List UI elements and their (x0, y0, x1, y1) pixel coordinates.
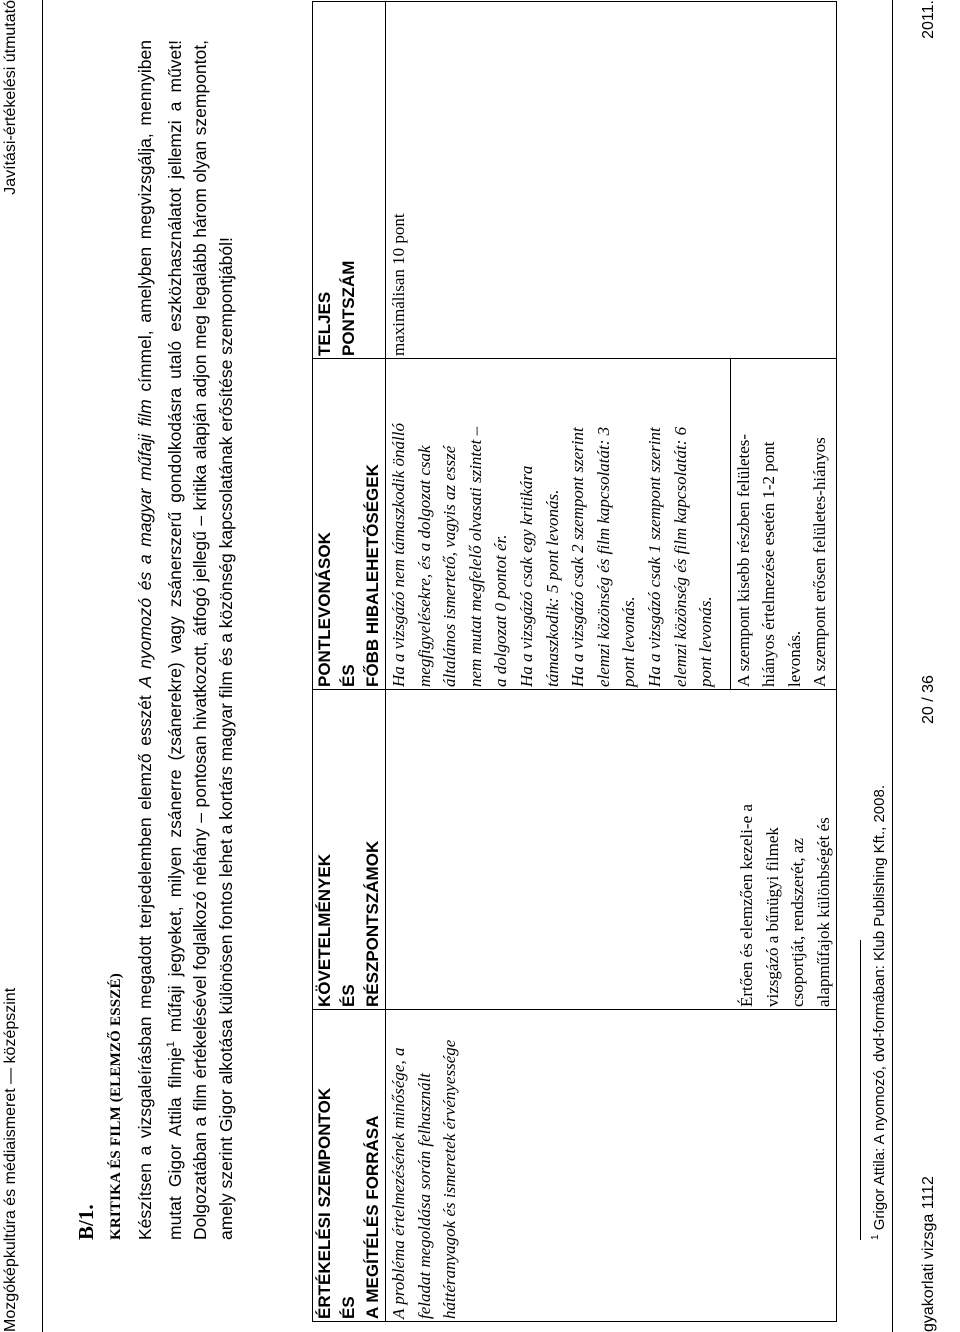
footnote-rule (860, 940, 861, 1240)
footnote-text: Grigor Attila: A nyomozó, dvd-formában: Klub Publishing Kft., 2008. (871, 785, 888, 1231)
task-text-3: műfaji jegyeket, milyen zsánerre (zsánerekre) vagy zsánerszerű gondolkodásra utaló eszközhasználatot jellemzi a művet! Dolgozatában a film értékelésével foglalkozó néhány – pontosan hivatkozott, átfogó jellegű – kritika alapján adjon meg legalább három olyan szempontot, amely szerint Gigor alkotása különösen fontos lehet a kortárs magyar film és a közönség kapcsolatának erősítése szempontjából! (164, 39, 237, 1240)
header-criteria: ÉRTÉKELÉSI SZEMPONTOK ÉS A MEGÍTÉLÉS FORRÁSA (313, 1010, 386, 1322)
criteria-cell: A probléma értelmezésének minősége, a feladat megoldása során felhasznált háttéranyagok és ismeretek érvényessége (386, 1010, 837, 1322)
footnote-reference: 1 (164, 1041, 177, 1048)
footnote (870, 785, 888, 1240)
section-title: KRITIKA ÉS FILM (ELEMZŐ ESSZÉ) (108, 973, 124, 1240)
task-text-2: címmel, amelyben megvizsgálja, mennyiben mutat Gigor Attila filmje (135, 40, 185, 1240)
deductions-cell-plain: A szempont kisebb részben felületes- hiányos értelmezése esetén 1-2 pont levonás. A szempont erősen felületes-hiányos (730, 359, 837, 690)
page-number: 20 / 36 (920, 675, 937, 724)
footer-left: gyakorlati vizsga 1112 (920, 1176, 937, 1332)
header-right: Javítási-értékelési útmutató (2, 0, 19, 195)
task-description (133, 40, 240, 1240)
requirements-cell: Értően és elemzően kezeli-e a vizsgázó a bűnügyi filmek csoportját, rendszerét, az alapműfajok különbségét és (386, 690, 837, 1010)
essay-title: A nyomozó és a magyar műfaji film (135, 399, 155, 688)
footnote-mark: 1 (870, 1234, 881, 1240)
table-row (386, 2, 731, 1322)
footer-rule (892, 0, 893, 1332)
header-rule (42, 0, 43, 1332)
task-text-1: Készítsen a vizsgaleírásban megadott terjedelemben elemző esszét (135, 695, 155, 1240)
header-left: Mozgóképkultúra és médiaismeret — középszint (2, 987, 19, 1332)
evaluation-table (312, 1, 837, 1322)
table-header-row (313, 2, 386, 1322)
header-requirements: KÖVETELMÉNYEK ÉS RÉSZPONTSZÁMOK (313, 690, 386, 1010)
footer-year: 2011. (920, 0, 937, 39)
section-id: B/1. (74, 1204, 98, 1240)
header-total-score: TELJES PONTSZÁM (313, 2, 386, 359)
header-deductions: PONTLEVONÁSOK ÉS FŐBB HIBALEHETŐSÉGEK (313, 359, 386, 690)
total-score-cell: maximálisan 10 pont (386, 2, 837, 359)
deductions-cell-italic: Ha a vizsgázó nem támaszkodik önálló megfigyelésekre, és a dolgozat csak általános ismertető, vagyis az esszé nem mutat megfelelő olvasati szintet – a dolgozat 0 pontot ér. Ha a vizsgázó csak egy kritikára támaszkodik: 5 pont levonás. Ha a vizsgázó csak 2 szempont szerint elemzi közönség és film kapcsolatát: 3 pont levonás. Ha a vizsgázó csak 1 szempont szerint elemzi közönség és film kapcsolatát: 6 pont levonás. (386, 359, 731, 690)
